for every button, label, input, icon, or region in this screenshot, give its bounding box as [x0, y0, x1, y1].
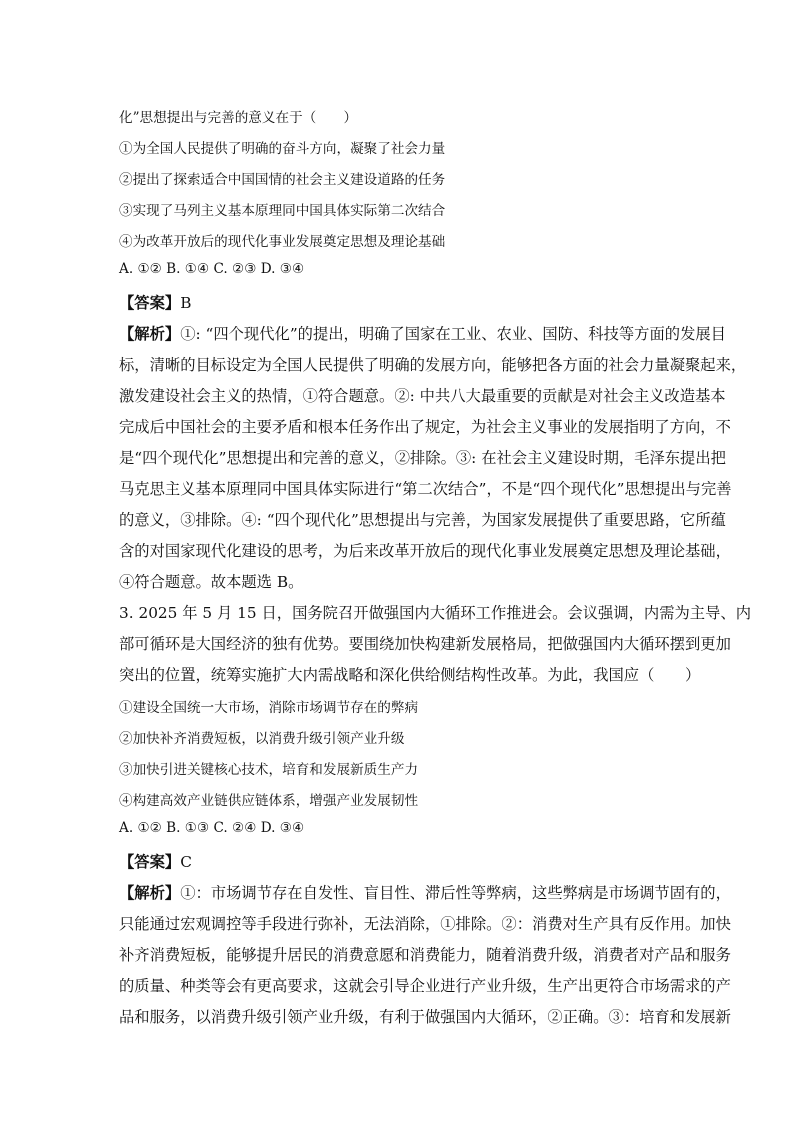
analysis-line: 品和服务，以消费升级引领产业升级，有利于做强国内大循环，②正确。③：培育和发展新 — [119, 1008, 731, 1026]
answer-line — [119, 291, 191, 313]
answer-value: C — [180, 853, 192, 871]
question-stem: 部可循环是大国经济的独有优势。要围绕加快构建新发展格局，把做强国内大循环摆到更加 — [119, 635, 731, 653]
analysis-line: ④符合题意。故本题选 B。 — [119, 573, 304, 591]
analysis-line: 的意义，③排除。④: “四个现代化”思想提出与完善，为国家发展提供了重要思路，它所蕴 — [119, 511, 726, 529]
option-4: ④构建高效产业链供应链体系，增强产业发展韧性 — [119, 793, 419, 809]
option-2: ②加快补齐消费短板，以消费升级引领产业升级 — [119, 731, 405, 747]
option-3: ③实现了马列主义基本原理同中国具体实际第二次结合 — [119, 203, 446, 219]
analysis-line: 标，清晰的目标设定为全国人民提供了明确的发展方向，能够把各方面的社会力量凝聚起来， — [119, 356, 747, 374]
question-stem: 突出的位置，统筹实施扩大内需战略和深化供给侧结构性改革。为此，我国应（ ） — [119, 666, 701, 684]
analysis-line: 只能通过宏观调控等手段进行弥补，无法消除，①排除。②：消费对生产具有反作用。加快 — [119, 915, 731, 933]
option-1: ①建设全国统一大市场，消除市场调节存在的弊病 — [119, 700, 419, 716]
analysis-line: 补齐消费短板，能够提升居民的消费意愿和消费能力，随着消费升级，消费者对产品和服务 — [119, 946, 731, 964]
analysis-label: 【解析】 — [119, 325, 181, 343]
option-3: ③加快引进关键核心技术，培育和发展新质生产力 — [119, 762, 419, 778]
analysis-line: 完成后中国社会的主要矛盾和根本任务作出了规定，为社会主义事业的发展指明了方向，不 — [119, 418, 731, 436]
analysis-line: 【解析】①：市场调节存在自发性、盲目性、滞后性等弊病，这些弊病是市场调节固有的， — [119, 884, 731, 902]
analysis-line: 马克思主义基本原理同中国具体实际进行“第二次结合”，不是“四个现代化”思想提出与完善 — [119, 480, 732, 498]
option-2: ②提出了探索适合中国国情的社会主义建设道路的任务 — [119, 172, 446, 188]
question-stem: 化”思想提出与完善的意义在于（ ） — [119, 110, 358, 126]
answer-label: 【答案】 — [119, 853, 181, 871]
option-4: ④为改革开放后的现代化事业发展奠定思想及理论基础 — [119, 234, 446, 250]
answer-choices: A. ①② B. ①④ C. ②③ D. ③④ — [119, 261, 305, 277]
analysis-line: 含的对国家现代化建设的思考，为后来改革开放后的现代化事业发展奠定思想及理论基础， — [119, 542, 731, 560]
option-1: ①为全国人民提供了明确的奋斗方向，凝聚了社会力量 — [119, 141, 446, 157]
analysis-line: 激发建设社会主义的热情，①符合题意。②: 中共八大最重要的贡献是对社会主义改造基本 — [119, 387, 726, 405]
answer-line — [119, 850, 192, 872]
answer-value: B — [180, 294, 192, 312]
analysis-line: 的质量、种类等会有更高要求，这就会引导企业进行产业升级，生产出更符合市场需求的产 — [119, 977, 731, 995]
question-stem: 3. 2025 年 5 月 15 日，国务院召开做强国内大循环工作推进会。会议强调，内需为主导、内 — [119, 604, 751, 622]
analysis-line: 【解析】①: “四个现代化”的提出，明确了国家在工业、农业、国防、科技等方面的发展目 — [119, 325, 726, 343]
answer-choices: A. ①② B. ①③ C. ②④ D. ③④ — [119, 820, 305, 836]
analysis-label: 【解析】 — [119, 884, 181, 902]
answer-label: 【答案】 — [119, 294, 181, 312]
analysis-line: 是“四个现代化”思想提出和完善的意义，②排除。③: 在社会主义建设时期，毛泽东提出把 — [119, 449, 726, 467]
